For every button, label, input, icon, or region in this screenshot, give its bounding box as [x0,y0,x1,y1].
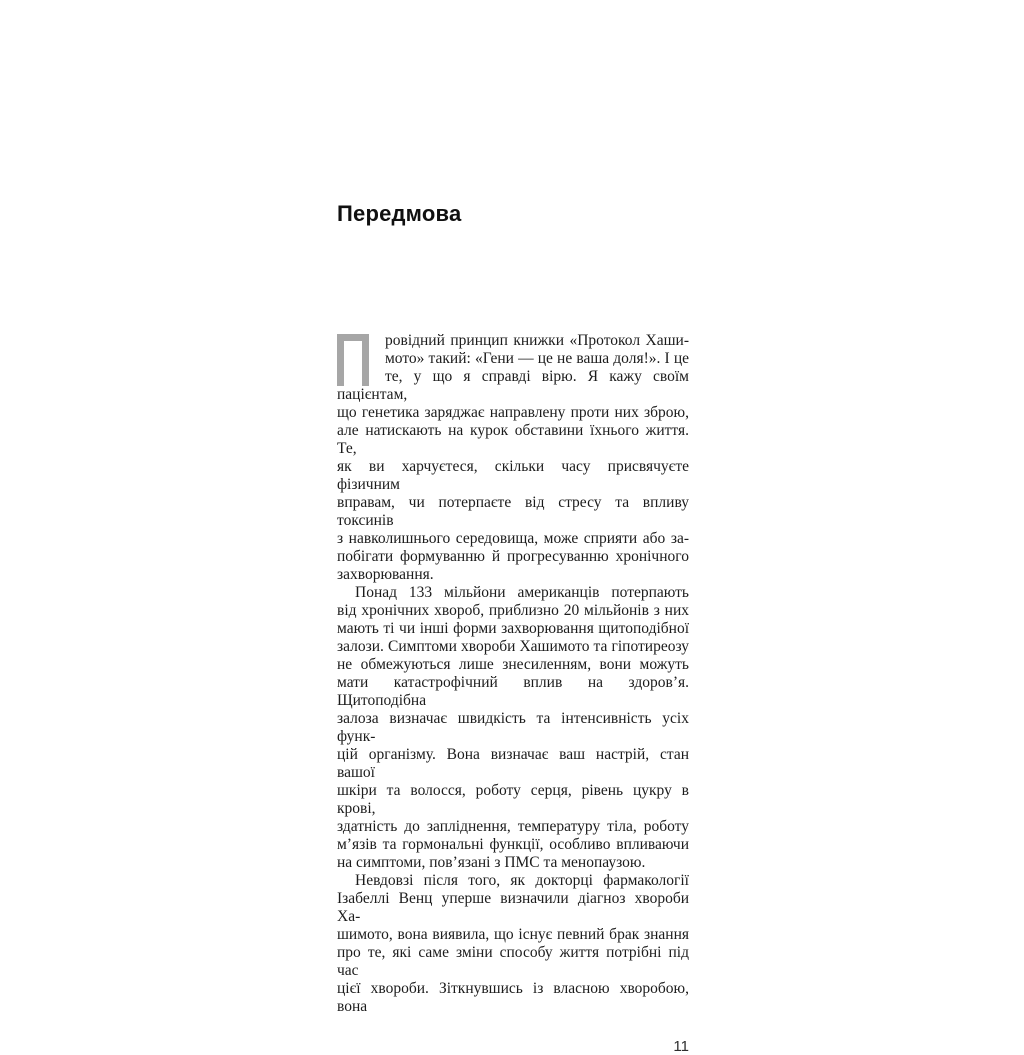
body-line: цій організму. Вона визначає ваш настрій, стан вашої [337,746,689,781]
body-line: шкіри та волосся, роботу серця, рівень цукру в крові, [337,782,689,817]
body-line: Ізабеллі Венц уперше визначили діагноз хвороби Ха- [337,890,689,925]
body-line: не обмежуються лише знесиленням, вони можуть [337,656,689,673]
text-column [337,0,689,1055]
body-line: цієї хвороби. Зіткнувшись із власною хворобою, вона [337,980,689,1015]
page-title: Передмова [337,201,462,226]
body-line: те, у що я справді вірю. Я кажу своїм пацієнтам, [337,368,689,403]
body-line: мото» такий: «Гени — це не ваша доля!». І це [385,350,689,367]
drop-cap-letter [337,334,369,386]
body-line: залоза визначає швидкість та інтенсивність усіх функ- [337,710,689,745]
body-line: залози. Симптоми хвороби Хашимото та гіпотиреозу [337,638,689,655]
body-line: про те, які саме зміни способу життя потрібні під час [337,944,689,979]
body-line: шимото, вона виявила, що існує певний брак знання [337,926,689,943]
body-line: що генетика заряджає направлену проти них зброю, [337,404,689,421]
body-line: мати катастрофічний вплив на здоров’я. Щитоподібна [337,674,689,709]
body-text [337,332,689,1016]
body-line: Невдовзі після того, як докторці фармакології [355,872,689,889]
body-line: від хронічних хвороб, приблизно 20 мільйонів з них [337,602,689,619]
body-line: Понад 133 мільйони американців потерпають [355,584,689,601]
body-line: ровідний принцип книжки «Протокол Хаши- [385,332,689,349]
body-line: вправам, чи потерпаєте від стресу та впливу токсинів [337,494,689,529]
body-line: з навколишнього середовища, може сприяти або за- [337,530,689,547]
paragraph [337,872,689,1016]
page-number: 11 [673,1038,689,1055]
paragraph [337,332,689,584]
body-line: але натискають на курок обставини їхнього життя. Те, [337,422,689,457]
body-line: мають ті чи інші форми захворювання щитоподібної [337,620,689,637]
body-line: побігати формуванню й прогресуванню хронічного [337,548,689,565]
body-line: м’язів та гормональні функції, особливо впливаючи [337,836,689,853]
body-line: здатність до запліднення, температуру тіла, роботу [337,818,689,835]
body-line: як ви харчуєтеся, скільки часу присвячуєте фізичним [337,458,689,493]
body-line: на симптоми, пов’язані з ПМС та менопаузою. [337,854,646,871]
body-line: захворювання. [337,566,434,583]
paragraph [337,584,689,872]
